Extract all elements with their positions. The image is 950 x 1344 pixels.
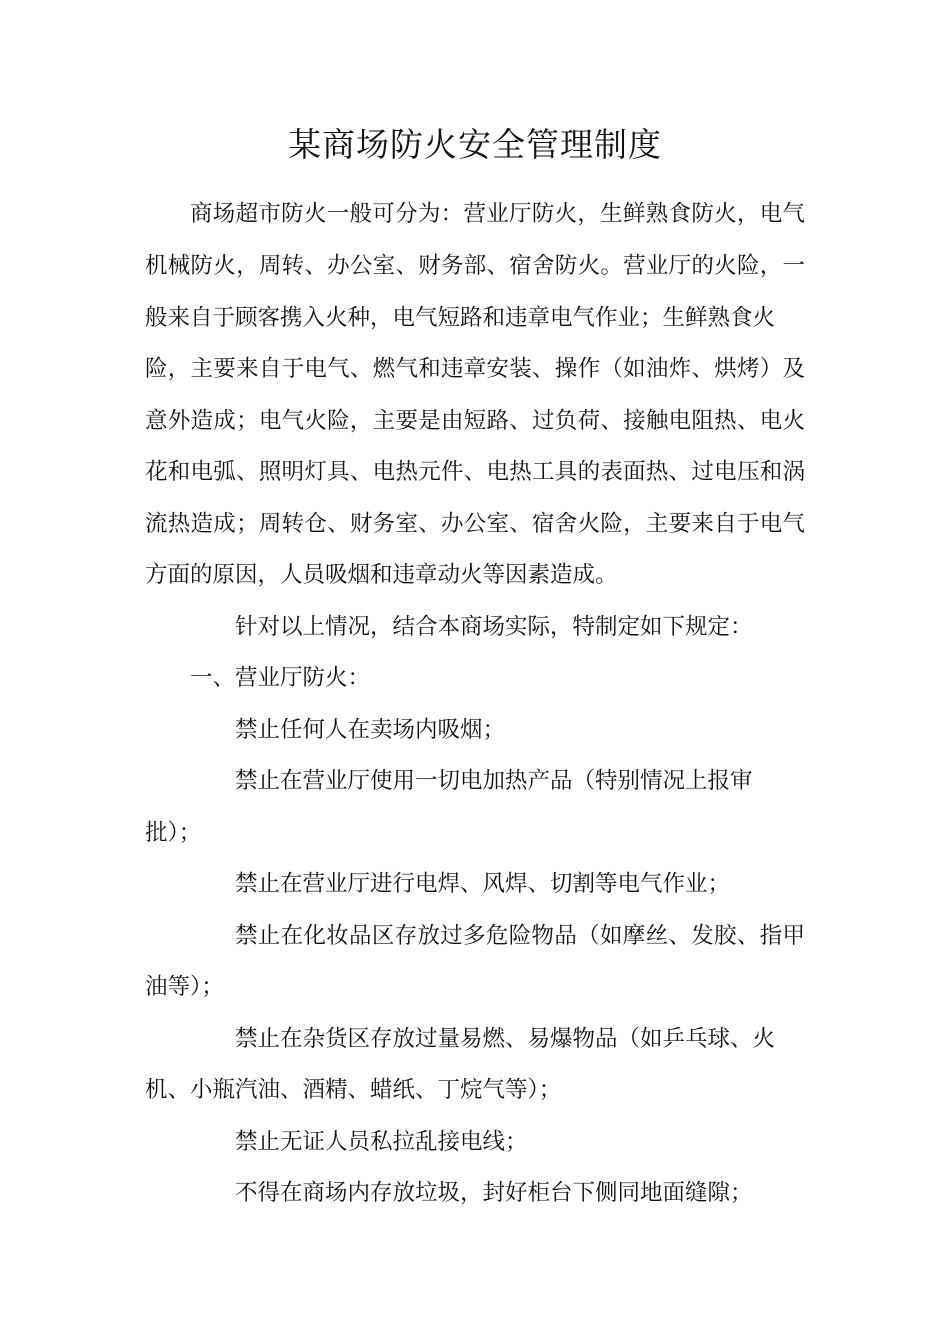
body-line: 方面的原因，人员吸烟和违章动火等因素造成。 xyxy=(145,562,618,588)
body-line: 花和电弧、照明灯具、电热元件、电热工具的表面热、过电压和涡 xyxy=(145,459,805,485)
rule-item-continuation: 批）； xyxy=(145,820,202,846)
body-line: 流热造成；周转仓、财务室、办公室、宿舍火险，主要来自于电气 xyxy=(145,511,805,537)
rule-item: 禁止在杂货区存放过量易燃、易爆物品（如乒乓球、火 xyxy=(235,1026,776,1052)
body-line: 般来自于顾客携入火种，电气短路和违章电气作业；生鲜熟食火 xyxy=(145,305,776,331)
body-line: 商场超市防火一般可分为：营业厅防火，生鲜熟食防火，电气 xyxy=(190,201,805,227)
document-title: 某商场防火安全管理制度 xyxy=(288,125,662,164)
rule-item-continuation: 机、小瓶汽油、酒精、蜡纸、丁烷气等）； xyxy=(145,1077,562,1103)
rule-item: 不得在商场内存放垃圾，封好柜台下侧同地面缝隙； xyxy=(235,1180,753,1206)
rule-item: 禁止在化妆品区存放过多危险物品（如摩丝、发胶、指甲 xyxy=(235,923,805,949)
rule-item: 禁止在营业厅进行电焊、风焊、切割等电气作业； xyxy=(235,871,731,897)
body-line: 意外造成；电气火险，主要是由短路、过负荷、接触电阻热、电火 xyxy=(145,408,805,434)
body-line: 机械防火，周转、办公室、财务部、宿舍防火。营业厅的火险，一 xyxy=(145,253,805,279)
body-line: 针对以上情况，结合本商场实际，特制定如下规定： xyxy=(235,614,753,640)
rule-item: 禁止在营业厅使用一切电加热产品（特别情况上报审 xyxy=(235,768,753,794)
rule-item: 禁止无证人员私拉乱接电线； xyxy=(235,1129,528,1155)
section-heading: 一、营业厅防火： xyxy=(190,665,371,691)
body-line: 险，主要来自于电气、燃气和违章安装、操作（如油炸、烘烤）及 xyxy=(145,356,805,382)
rule-item: 禁止任何人在卖场内吸烟； xyxy=(235,717,506,743)
rule-item-continuation: 油等）； xyxy=(145,974,224,1000)
